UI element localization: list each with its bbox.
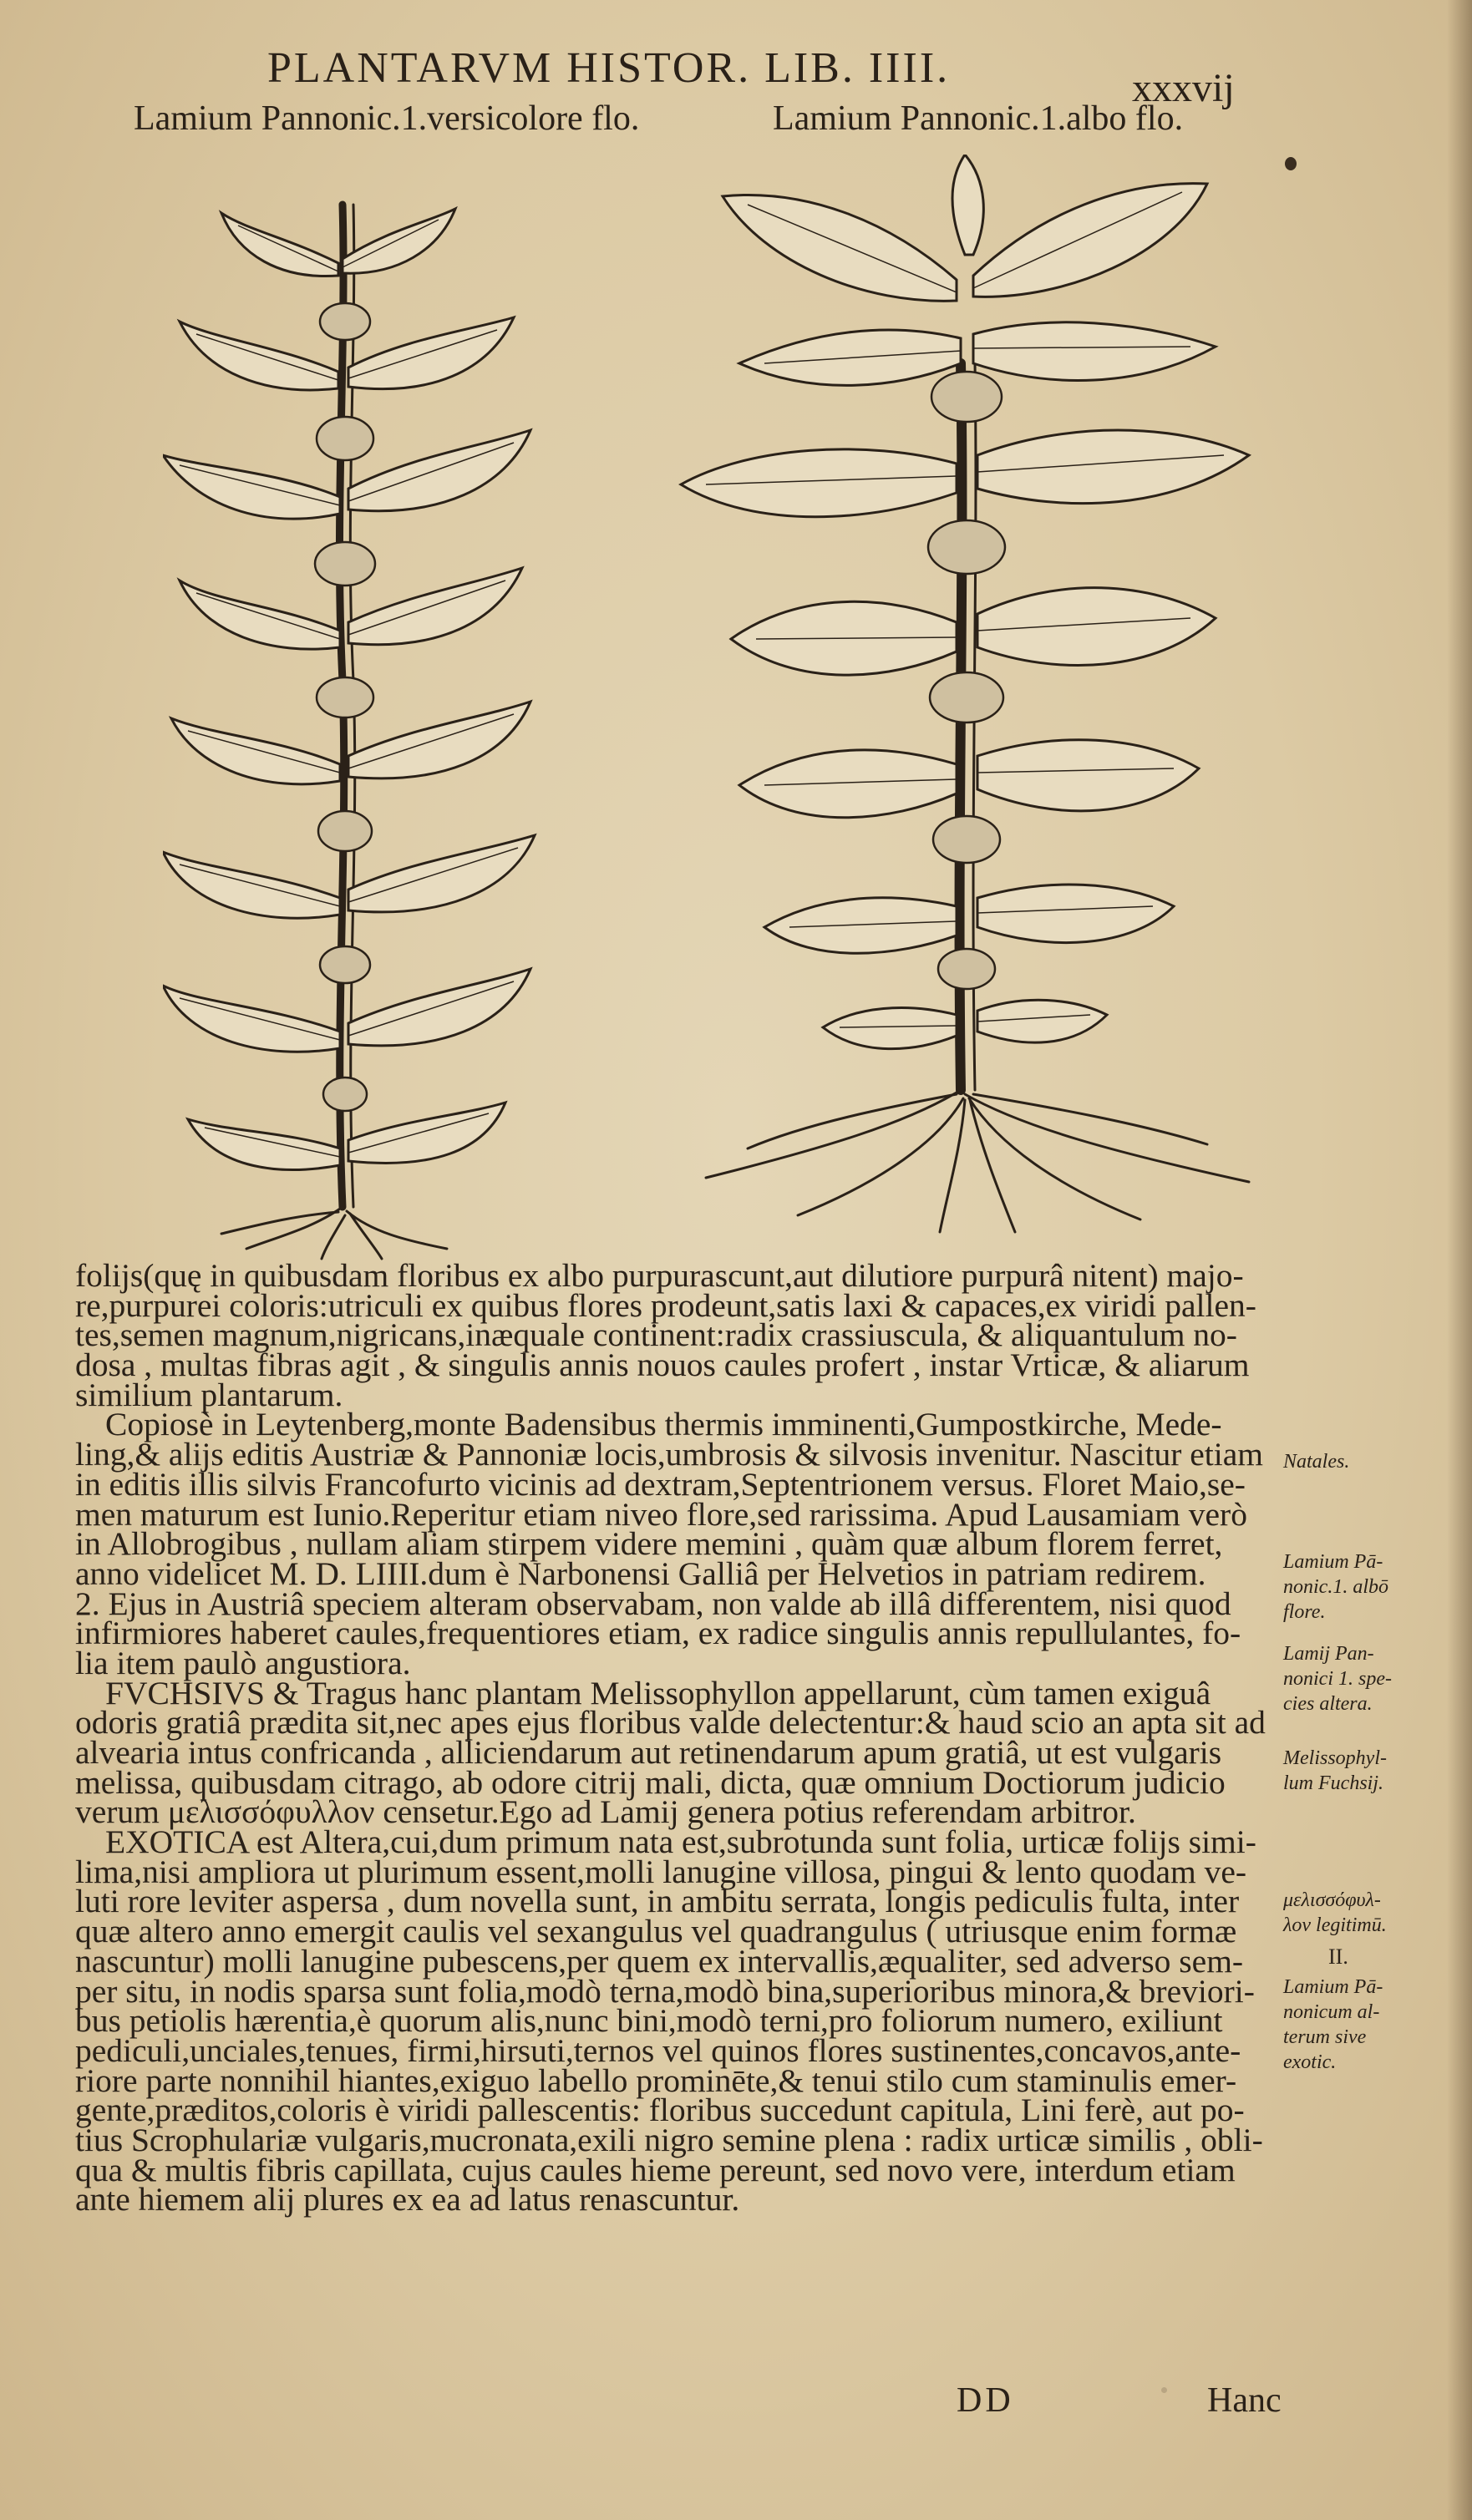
signature-mark: DD	[957, 2381, 1014, 2420]
body-line: tes,semen magnum,nigricans,inæquale continent:radix crassiuscula, & aliquantulum no-	[75, 1316, 1237, 1354]
body-line: re,purpurei coloris:utriculi ex quibus flores prodeunt,satis laxi & capaces,ex viridi pallen-	[75, 1286, 1256, 1324]
margin-note-exotica: nonicum al-	[1283, 2001, 1380, 2023]
margin-note-species: nonici 1. spe-	[1283, 1668, 1392, 1690]
body-line: similium plantarum.	[75, 1376, 343, 1413]
margin-note-exotica: Lamium Pā-	[1283, 1976, 1383, 1998]
body-line: ling,& alijs editis Austriæ & Pannoniæ locis,umbrosis & silvosis invenitur. Nascitur etiam	[75, 1436, 1263, 1473]
folio-number: xxxvij	[1132, 66, 1235, 110]
margin-note-greek: λον legitimū.	[1283, 1914, 1387, 1936]
body-line: Copiosè in Leytenberg,monte Badensibus thermis imminenti,Gumpostkirche, Mede-	[105, 1406, 1222, 1443]
body-line: riore parte nonnihil hiantes,exiguo labello prominēte,& tenui stilo cum staminulis emer-	[75, 2061, 1237, 2099]
margin-note-exotica: terum sive	[1283, 2026, 1367, 2048]
margin-note-albo: nonic.1. albō	[1283, 1576, 1388, 1598]
body-line: verum μελισσόφυλλον censetur.Ego ad Lamij genera potius referendam arbitror.	[75, 1793, 1136, 1831]
woodcut-plant-left-icon	[163, 180, 547, 1261]
body-line: in editis illis silvis Francofurto vicinis ad dextram,Septentrionem versus. Floret Maio,se-	[75, 1465, 1246, 1503]
body-line: nascuntur) molli lanugine pubescens,per quem ex intervallis,æqualiter, sed adverso sem-	[75, 1942, 1244, 1980]
margin-note-fuchsius: Melissophyl-	[1283, 1747, 1387, 1769]
body-line: odoris gratiâ prædita sit,nec apes ejus floribus valde delectentur:& haud scio an apta sit ad	[75, 1704, 1266, 1742]
body-line: anno videlicet M. D. LIIII.dum è Narbonensi Galliâ per Helvetios in patriam redirem.	[75, 1554, 1206, 1592]
margin-note-species: Lamij Pan-	[1283, 1643, 1374, 1665]
body-line: per situ, in nodis sparsa sunt folia,modò terna,modò bina,superioribus minora,& breviori-	[75, 1972, 1255, 2010]
body-line: quæ altero anno emergit caulis vel sexangulus vel quadrangulus ( utriusque enim formæ	[75, 1913, 1237, 1950]
body-line: tius Scrophulariæ vulgaris,mucronata,exili nigro semine plena : radix urticæ similis , obli-	[75, 2121, 1263, 2158]
body-line: pediculi,unciales,tenues, firmi,hirsuti,ternos vel quinos flores sustinentes,concavos,ante-	[75, 2031, 1241, 2069]
body-line: infirmiores haberet caules,frequentiores etiam, ex radice singulis annis repullulantes, fo-	[75, 1615, 1241, 1652]
body-line: men maturum est Iunio.Reperitur etiam niveo flore,sed rarissima. Apud Lausamiam verò	[75, 1495, 1247, 1533]
page-edge-shadow	[1447, 0, 1472, 2520]
margin-note-numeral: II.	[1328, 1945, 1348, 1969]
ink-spot	[1285, 157, 1297, 170]
catchword: Hanc	[1207, 2381, 1282, 2420]
body-line: lima,nisi ampliora ut plurimum essent,molli lanugine villosa, pingui & lento quodam ve-	[75, 1853, 1247, 1890]
body-line: melissa, quibusdam citrago, ab odore citrij mali, dicta, quæ omnium Doctiorum judicio	[75, 1763, 1226, 1801]
body-line: EXOTICA est Altera,cui,dum primum nata est,subrotunda sunt folia, urticæ folijs simi-	[105, 1823, 1256, 1861]
margin-note-natales: Natales.	[1283, 1451, 1350, 1473]
body-line: qua & multis fibris capillata, cujus caules hieme pereunt, sed novo vere, interdum etiam	[75, 2151, 1236, 2188]
margin-note-albo: Lamium Pā-	[1283, 1551, 1383, 1573]
margin-note-species: cies altera.	[1283, 1693, 1373, 1715]
margin-note-fuchsius: lum Fuchsij.	[1283, 1772, 1383, 1794]
body-text	[75, 1257, 1278, 2218]
margin-note-exotica: exotic.	[1283, 2051, 1337, 2073]
body-line: bus petiolis hærentia,è quorum alis,nunc bini,modò terni,pro foliorum numero, exiliunt	[75, 2002, 1223, 2040]
paper-spot	[1161, 2387, 1167, 2393]
body-line: in Allobrogibus , nullam aliam stirpem videre memini , quàm quæ album florem ferret,	[75, 1525, 1223, 1563]
body-line: FVCHSIVS & Tragus hanc plantam Melissophyllon appellarunt, cùm tamen exiguâ	[105, 1674, 1211, 1711]
body-line: ante hiemem alij plures ex ea ad latus renascuntur.	[75, 2181, 740, 2218]
body-line: alvearia intus confricanda , alliciendarum aut retinendarum apum gratiâ, ut est vulgaris	[75, 1734, 1222, 1771]
body-line: dosa , multas fibras agit , & singulis annis nouos caules profert , instar Vrticæ, & aliarum	[75, 1346, 1250, 1384]
body-line: luti rore leviter aspersa , dum novella sunt, in ambitu serrata, longis pediculis fulta, inter	[75, 1883, 1240, 1920]
body-line: gente,præditos,coloris è viridi pallescentis: floribus succedunt capitula, Lini ferè, aut po-	[75, 2092, 1245, 2129]
caption-left: Lamium Pannonic.1.versicolore flo.	[134, 99, 640, 138]
body-line: 2. Ejus in Austriâ speciem alteram observabam, non valde ab illâ differentem, nisi quod	[75, 1585, 1231, 1622]
woodcut-plant-right-icon	[673, 155, 1257, 1236]
margin-note-albo: flore.	[1283, 1601, 1326, 1623]
body-line: lia item paulò angustiora.	[75, 1644, 411, 1681]
body-line: folijs(quę in quibusdam floribus ex albo purpurascunt,aut dilutiore purpurâ nitent) majo-	[75, 1257, 1244, 1294]
running-head: PLANTARVM HISTOR. LIB. IIII.	[267, 44, 951, 92]
margin-note-greek: μελισσόφυλ-	[1283, 1889, 1381, 1911]
caption-right: Lamium Pannonic.1.albo flo.	[773, 99, 1184, 138]
